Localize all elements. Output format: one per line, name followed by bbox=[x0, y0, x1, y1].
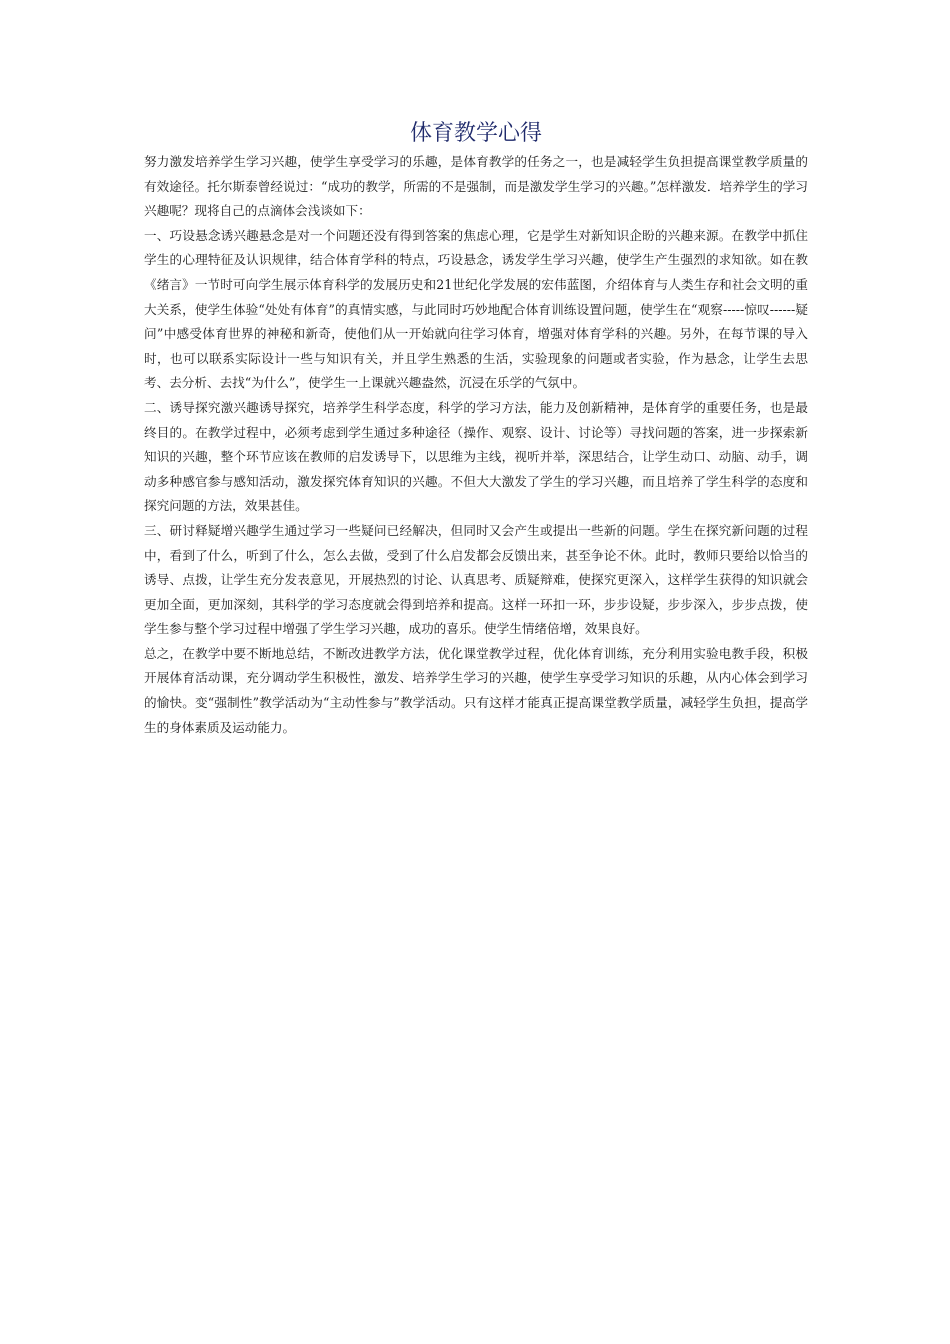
paragraph-intro: 努力激发培养学生学习兴趣，使学生享受学习的乐趣，是体育教学的任务之一，也是减轻学生负担提高课堂教学质量的有效途径。托尔斯泰曾经说过：“成功的教学，所需的不是强制，而是激发学生学习的兴趣。”怎样激发．培养学生的学习兴趣呢？现将自己的点滴体会浅谈如下： bbox=[144, 154, 808, 219]
paragraph-section-1: 一、巧设悬念诱兴趣悬念是对一个问题还没有得到答案的焦虑心理，它是学生对新知识企盼的兴趣来源。在教学中抓住学生的心理特征及认识规律，结合体育学科的特点，巧设悬念，诱发学生学习兴趣，使学生产生强烈的求知欲。如在教《绪言》一节时可向学生展示体育科学的发展历史和21世纪化学发展的宏伟蓝图，介绍体育与人类生存和社会文明的重大关系，使学生体验“处处有体育”的真情实感，与此同时巧妙地配合体育训练设置问题，使学生在“观察-----惊叹------疑问”中感受体育世界的神秘和新奇，使他们从一开始就向往学习体育，增强对体育学科的兴趣。另外，在每节课的导入时，也可以联系实际设计一些与知识有关，并且学生熟悉的生活，实验现象的问题或者实验，作为悬念，让学生去思考、去分析、去找“为什么”，使学生一上课就兴趣盎然，沉浸在乐学的气氛中。 bbox=[144, 227, 808, 391]
document-page bbox=[144, 118, 808, 740]
paragraph-section-3: 三、研讨释疑增兴趣学生通过学习一些疑问已经解决，但同时又会产生或提出一些新的问题。学生在探究新问题的过程中，看到了什么，听到了什么，怎么去做，受到了什么启发都会反馈出来，甚至争论不休。此时，教师只要给以恰当的诱导、点拨，让学生充分发表意见，开展热烈的讨论、认真思考、质疑辩难，使探究更深入，这样学生获得的知识就会更加全面，更加深刻，其科学的学习态度就会得到培养和提高。这样一环扣一环，步步设疑，步步深入，步步点拨，使学生参与整个学习过程中增强了学生学习兴趣，成功的喜乐。使学生情绪倍增，效果良好。 bbox=[144, 522, 808, 637]
paragraph-conclusion: 总之，在教学中要不断地总结，不断改进教学方法，优化课堂教学过程，优化体育训练，充分利用实验电教手段，积极开展体育活动课，充分调动学生积极性，激发、培养学生学习的兴趣，使学生享受学习知识的乐趣，从内心体会到学习的愉快。变“强制性”教学活动为“主动性参与”教学活动。只有这样才能真正提高课堂教学质量，减轻学生负担，提高学生的身体素质及运动能力。 bbox=[144, 645, 808, 735]
document-title: 体育教学心得 bbox=[409, 121, 542, 146]
paragraph-section-2: 二、诱导探究激兴趣诱导探究，培养学生科学态度，科学的学习方法，能力及创新精神，是体育学的重要任务，也是最终目的。在教学过程中，必须考虑到学生通过多种途径（操作、观察、设计、讨论等）寻找问题的答案，进一步探索新知识的兴趣，整个环节应该在教师的启发诱导下，以思维为主线，视听并举，深思结合，让学生动口、动脑、动手，调动多种感官参与感知活动，激发探究体育知识的兴趣。不但大大激发了学生的学习兴趣，而且培养了学生科学的态度和探究问题的方法，效果甚佳。 bbox=[144, 399, 808, 514]
